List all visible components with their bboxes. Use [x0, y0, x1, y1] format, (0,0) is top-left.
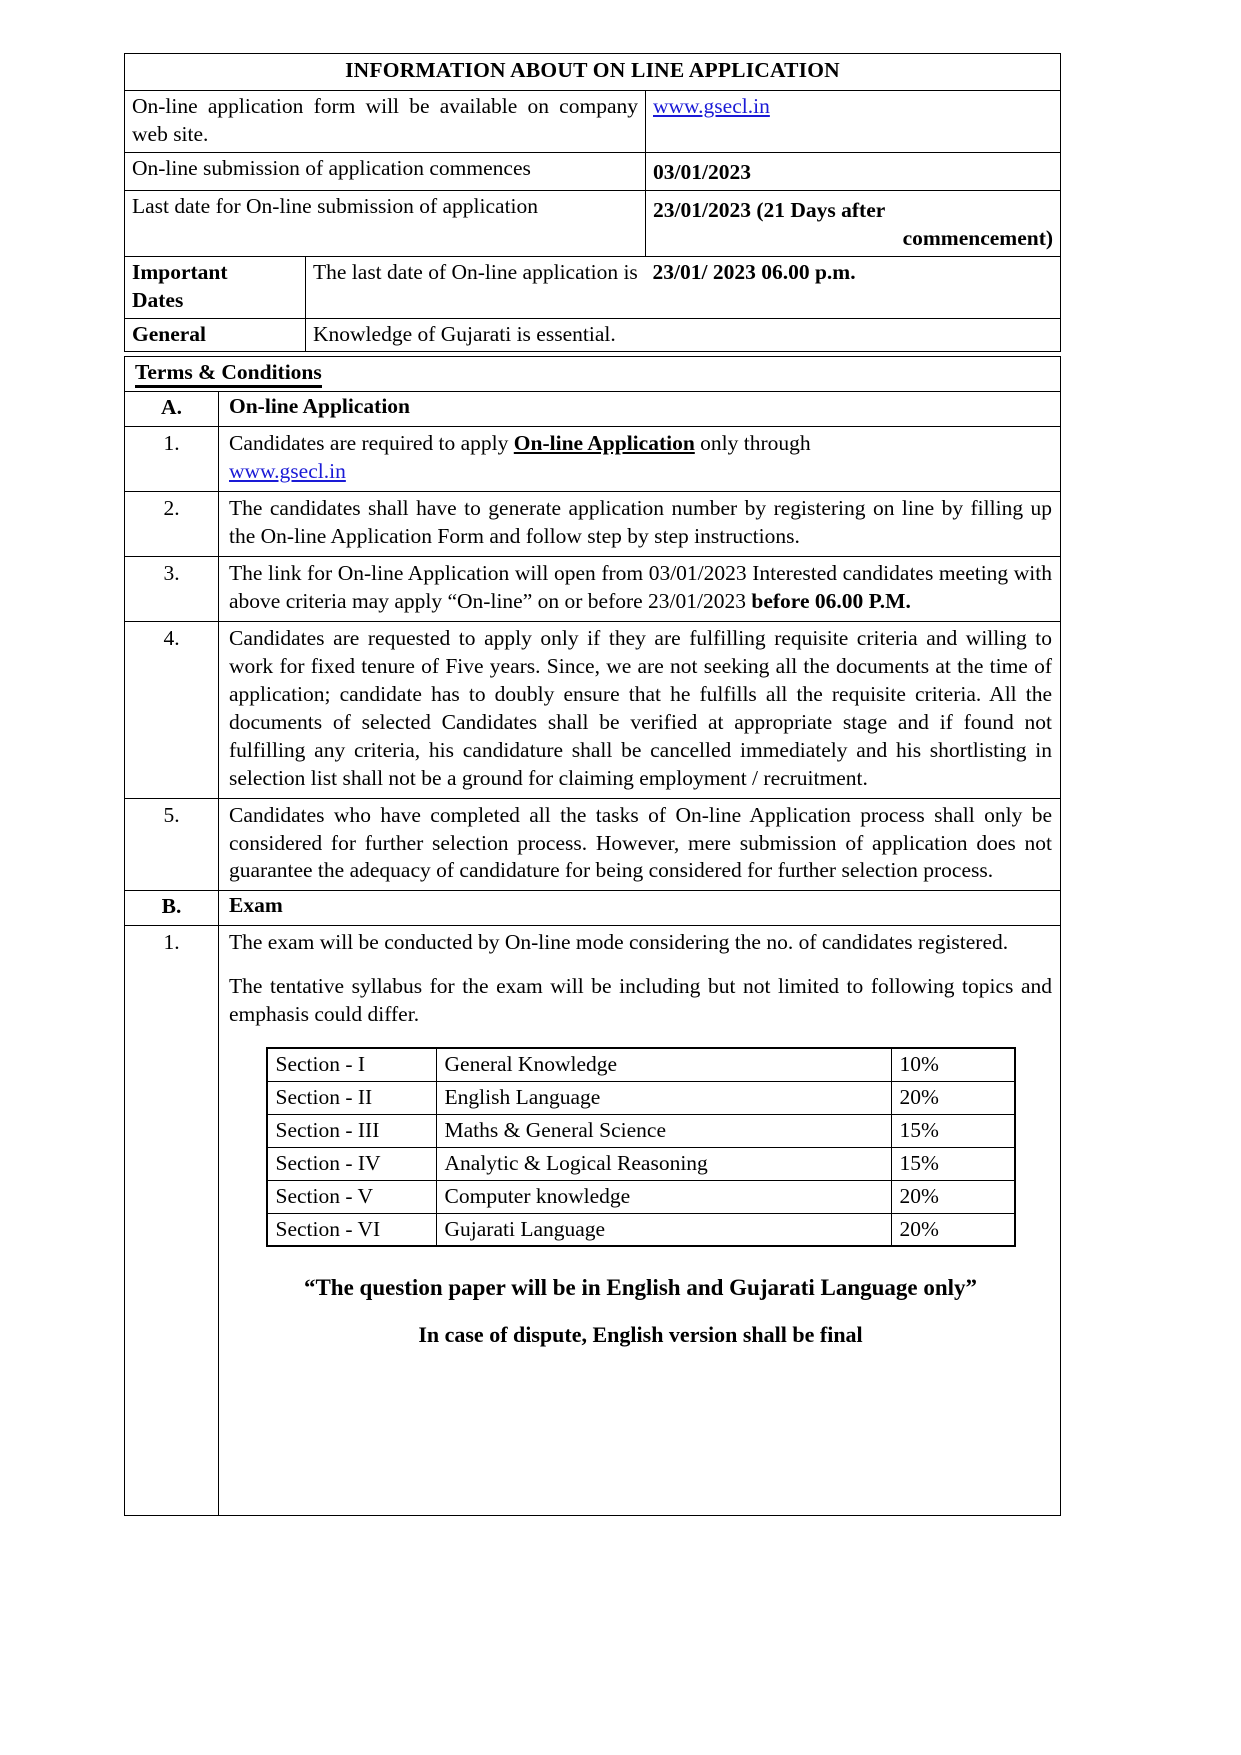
- item-a4-text: Candidates are requested to apply only if they are fulfilling requisite criteria and willing to work for fixed tenure of Five years. Since, we are not seeking all the documents at the time of application; candidate has to doubly ensure that he fulfills all the requisite criteria. All the documents of selected Candidates shall be verified at appropriate stage and if found not fulfilling any criteria, his candidature shall be cancelled immediately and his shortlisting in selection list shall not be a ground for claiming employment / recruitment.: [229, 625, 1053, 790]
- syllabus-table: [266, 1047, 1016, 1247]
- syllabus-section: Section - I: [267, 1048, 437, 1081]
- item-body: [219, 621, 1061, 798]
- item-number: 3.: [125, 557, 219, 622]
- important-dates-value: 23/01/ 2023 06.00 p.m.: [646, 256, 1061, 318]
- table-row-website: [125, 90, 1061, 152]
- item-a3-text: [229, 560, 1052, 616]
- a1-part-0: Candidates are required to apply: [229, 431, 514, 456]
- table-row: [267, 1180, 1015, 1213]
- item-body: [219, 926, 1061, 1516]
- item-a1-text: [229, 430, 1052, 486]
- syllabus-percent: 20%: [891, 1213, 1015, 1246]
- syllabus-topic: General Knowledge: [436, 1048, 891, 1081]
- terms-item-a4: [125, 621, 1061, 798]
- commences-date: 03/01/2023: [646, 152, 1061, 190]
- terms-item-a3: [125, 557, 1061, 622]
- terms-item-a5: [125, 798, 1061, 891]
- section-a-title: On-line Application: [219, 392, 1061, 427]
- item-body: [219, 798, 1061, 891]
- footer-note-language: “The question paper will be in English and Gujarati Language only”: [303, 1275, 978, 1301]
- footer-note-dispute: In case of dispute, English version shall be final: [418, 1322, 863, 1348]
- lastdate-label: Last date for On-line submission of application: [125, 190, 646, 256]
- terms-and-conditions-table: [124, 356, 1061, 1515]
- syllabus-section: Section - V: [267, 1180, 437, 1213]
- table-row-lastdate: [125, 190, 1061, 256]
- syllabus-topic: Gujarati Language: [436, 1213, 891, 1246]
- syllabus-percent: 10%: [891, 1048, 1015, 1081]
- section-a-letter: A.: [125, 392, 219, 427]
- item-number: 1.: [125, 427, 219, 492]
- a1-part-1-online-application: On-line Application: [513, 431, 695, 456]
- item-number: 1.: [125, 926, 219, 1516]
- lastdate-line2: commencement): [902, 225, 1054, 250]
- syllabus-section: Section - VI: [267, 1213, 437, 1246]
- website-value-cell: [646, 90, 1061, 152]
- item-body: [219, 557, 1061, 622]
- terms-item-a2: [125, 492, 1061, 557]
- terms-heading-cell: [125, 357, 1061, 392]
- bottom-spacer: [229, 1390, 1052, 1510]
- item-a5-text: Candidates who have completed all the tasks of On-line Application process shall only be considered for further selection process. However, mere submission of application does not guarantee the adequacy of candidature for being considered for further selection process.: [229, 802, 1053, 883]
- general-heading: General: [125, 318, 306, 352]
- table-row-important-dates: [125, 256, 1061, 318]
- section-b-letter: B.: [125, 891, 219, 926]
- a1-gsecl-link[interactable]: www.gsecl.in: [229, 459, 346, 484]
- item-number: 4.: [125, 621, 219, 798]
- a1-part-2: only through: [694, 431, 811, 456]
- item-body: [219, 427, 1061, 492]
- lastdate-value-cell: [646, 190, 1061, 256]
- syllabus-topic: English Language: [436, 1082, 891, 1115]
- syllabus-section: Section - II: [267, 1082, 437, 1115]
- item-number: 5.: [125, 798, 219, 891]
- table-row-title: [125, 54, 1061, 91]
- general-text: Knowledge of Gujarati is essential.: [306, 318, 1061, 352]
- syllabus-percent: 15%: [891, 1114, 1015, 1147]
- section-a-title-row: [125, 392, 1061, 427]
- item-b1-para2: The tentative syllabus for the exam will be including but not limited to following topics and emphasis could differ.: [229, 974, 1053, 1027]
- syllabus-table-wrapper: [229, 1047, 1052, 1247]
- commences-label: On-line submission of application commences: [125, 152, 646, 190]
- page-title: INFORMATION ABOUT ON LINE APPLICATION: [125, 54, 1061, 91]
- item-body: [219, 492, 1061, 557]
- table-row: [267, 1048, 1015, 1081]
- document-page: [124, 53, 1060, 1516]
- table-row-commences: [125, 152, 1061, 190]
- syllabus-topic: Analytic & Logical Reasoning: [436, 1147, 891, 1180]
- table-row: [267, 1082, 1015, 1115]
- syllabus-percent: 20%: [891, 1082, 1015, 1115]
- table-row: [267, 1213, 1015, 1246]
- syllabus-section: Section - IV: [267, 1147, 437, 1180]
- table-row: [267, 1114, 1015, 1147]
- lastdate-line1: 23/01/2023 (21 Days after: [653, 197, 886, 222]
- important-dates-heading: [125, 256, 306, 318]
- syllabus-topic: Maths & General Science: [436, 1114, 891, 1147]
- terms-heading: Terms & Conditions: [135, 360, 322, 388]
- table-row: [267, 1147, 1015, 1180]
- item-number: 2.: [125, 492, 219, 557]
- website-label: On-line application form will be available on company web site.: [125, 90, 646, 152]
- syllabus-percent: 20%: [891, 1180, 1015, 1213]
- terms-item-b1: [125, 926, 1061, 1516]
- information-table: [124, 53, 1061, 352]
- gsecl-link[interactable]: www.gsecl.in: [653, 93, 770, 118]
- a3-part-1-deadline: before 06.00 P.M.: [751, 589, 911, 613]
- syllabus-percent: 15%: [891, 1147, 1015, 1180]
- syllabus-topic: Computer knowledge: [436, 1180, 891, 1213]
- section-b-title-row: [125, 891, 1061, 926]
- item-a2-text: The candidates shall have to generate application number by registering on line by filling up the On-line Application Form and follow step by step instructions.: [229, 496, 1053, 549]
- section-b-title: Exam: [219, 891, 1061, 926]
- syllabus-section: Section - III: [267, 1114, 437, 1147]
- terms-heading-row: [125, 357, 1061, 392]
- terms-item-a1: [125, 427, 1061, 492]
- table-row-general: [125, 318, 1061, 352]
- important-dates-text: The last date of On-line application is: [306, 256, 646, 318]
- item-b1-para1: The exam will be conducted by On-line mode considering the no. of candidates registered.: [229, 930, 1009, 955]
- important-dates-heading-line1: Important: [132, 259, 228, 284]
- a3-part-0: The link for On-line Application will open from 03/01/2023 Interested candidates meeting with above criteria may apply “On-line” on or before 23/01/2023: [229, 561, 1053, 613]
- important-dates-heading-line2: Dates: [132, 287, 184, 312]
